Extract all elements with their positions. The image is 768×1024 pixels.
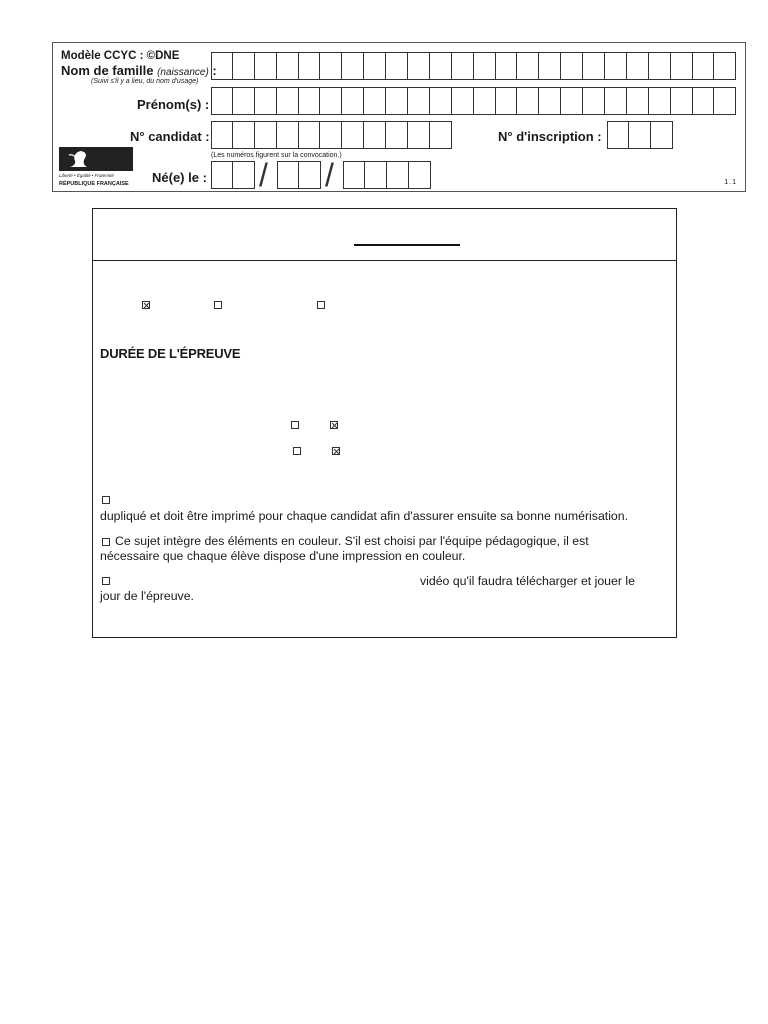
paragraph-line: jour de l'épreuve. bbox=[100, 589, 194, 603]
character-box[interactable] bbox=[629, 121, 651, 149]
character-box[interactable] bbox=[342, 87, 364, 115]
character-box[interactable] bbox=[671, 52, 693, 80]
character-box[interactable] bbox=[277, 87, 299, 115]
character-box[interactable] bbox=[211, 87, 233, 115]
checkbox[interactable] bbox=[102, 538, 110, 546]
character-box[interactable] bbox=[605, 52, 627, 80]
character-box[interactable] bbox=[408, 52, 430, 80]
title-underline bbox=[354, 244, 460, 246]
character-box[interactable] bbox=[649, 87, 671, 115]
character-box[interactable] bbox=[255, 87, 277, 115]
character-box[interactable] bbox=[409, 161, 431, 189]
character-box[interactable] bbox=[496, 87, 518, 115]
candidate-number-label: N° candidat : bbox=[130, 129, 210, 144]
birth-day-boxes[interactable] bbox=[211, 161, 255, 189]
character-box[interactable] bbox=[627, 87, 649, 115]
character-box[interactable] bbox=[320, 121, 342, 149]
character-box[interactable] bbox=[211, 121, 233, 149]
last-name-colon: : bbox=[208, 63, 217, 78]
checkbox[interactable] bbox=[102, 577, 110, 585]
character-box[interactable] bbox=[386, 87, 408, 115]
character-box[interactable] bbox=[714, 52, 736, 80]
character-box[interactable] bbox=[342, 52, 364, 80]
character-box[interactable] bbox=[320, 87, 342, 115]
character-box[interactable] bbox=[255, 121, 277, 149]
checkbox[interactable] bbox=[330, 421, 338, 429]
character-box[interactable] bbox=[561, 87, 583, 115]
character-box[interactable] bbox=[607, 121, 629, 149]
character-box[interactable] bbox=[386, 52, 408, 80]
exam-info-frame bbox=[92, 208, 677, 638]
character-box[interactable] bbox=[233, 121, 255, 149]
birth-date-label: Né(e) le : bbox=[152, 170, 207, 185]
character-box[interactable] bbox=[408, 87, 430, 115]
character-box[interactable] bbox=[233, 52, 255, 80]
first-name-label: Prénom(s) : bbox=[137, 97, 210, 112]
marianne-logo-icon bbox=[59, 147, 133, 171]
birth-month-boxes[interactable] bbox=[277, 161, 321, 189]
character-box[interactable] bbox=[627, 52, 649, 80]
character-box[interactable] bbox=[299, 161, 321, 189]
character-box[interactable] bbox=[364, 121, 386, 149]
last-name-label bbox=[61, 63, 217, 78]
character-box[interactable] bbox=[583, 52, 605, 80]
character-box[interactable] bbox=[539, 52, 561, 80]
checkbox[interactable] bbox=[332, 447, 340, 455]
character-box[interactable] bbox=[233, 161, 255, 189]
checkbox[interactable] bbox=[142, 301, 150, 309]
character-box[interactable] bbox=[277, 121, 299, 149]
checkbox[interactable] bbox=[214, 301, 222, 309]
paragraph-line: nécessaire que chaque élève dispose d'une impression en couleur. bbox=[100, 549, 466, 563]
logo-motto: Liberté • Égalité • Fraternité bbox=[59, 173, 114, 178]
character-box[interactable] bbox=[561, 52, 583, 80]
candidate-header bbox=[52, 42, 746, 192]
character-box[interactable] bbox=[605, 87, 627, 115]
character-box[interactable] bbox=[343, 161, 365, 189]
character-box[interactable] bbox=[408, 121, 430, 149]
character-box[interactable] bbox=[693, 52, 715, 80]
character-box[interactable] bbox=[387, 161, 409, 189]
character-box[interactable] bbox=[208, 52, 233, 80]
character-box[interactable] bbox=[233, 87, 255, 115]
checkbox[interactable] bbox=[293, 447, 301, 455]
character-box[interactable] bbox=[299, 121, 321, 149]
character-box[interactable] bbox=[474, 87, 496, 115]
convocation-note: (Les numéros figurent sur la convocation.) bbox=[211, 152, 342, 159]
logo-name: RÉPUBLIQUE FRANÇAISE bbox=[59, 181, 129, 187]
character-box[interactable] bbox=[364, 87, 386, 115]
character-box[interactable] bbox=[496, 52, 518, 80]
character-box[interactable] bbox=[517, 52, 539, 80]
duration-heading: DURÉE DE L'ÉPREUVE bbox=[100, 346, 241, 361]
character-box[interactable] bbox=[651, 121, 673, 149]
registration-number-boxes[interactable] bbox=[607, 121, 673, 149]
character-box[interactable] bbox=[693, 87, 715, 115]
paragraph-line: vidéo qu'il faudra télécharger et jouer le bbox=[420, 574, 635, 588]
character-box[interactable] bbox=[320, 52, 342, 80]
first-name-boxes[interactable] bbox=[211, 87, 736, 115]
last-name-boxes[interactable] bbox=[208, 52, 736, 80]
model-label: Modèle CCYC : ©DNE bbox=[61, 50, 180, 62]
registration-number-label: N° d'inscription : bbox=[498, 129, 602, 144]
paragraph-line: dupliqué et doit être imprimé pour chaque candidat afin d'assurer ensuite sa bonne numérisation. bbox=[100, 509, 629, 523]
character-box[interactable] bbox=[671, 87, 693, 115]
character-box[interactable] bbox=[517, 87, 539, 115]
character-box[interactable] bbox=[539, 87, 561, 115]
character-box[interactable] bbox=[364, 52, 386, 80]
date-separator: / bbox=[259, 157, 268, 193]
character-box[interactable] bbox=[277, 52, 299, 80]
character-box[interactable] bbox=[452, 87, 474, 115]
last-name-sub: (naissance) bbox=[157, 67, 209, 78]
republique-francaise-logo bbox=[57, 147, 135, 191]
birth-year-boxes[interactable] bbox=[343, 161, 431, 189]
character-box[interactable] bbox=[342, 121, 364, 149]
character-box[interactable] bbox=[299, 52, 321, 80]
checkbox[interactable] bbox=[317, 301, 325, 309]
version-label: 1.1 bbox=[724, 179, 737, 186]
checkbox[interactable] bbox=[102, 496, 110, 504]
character-box[interactable] bbox=[430, 87, 452, 115]
character-box[interactable] bbox=[277, 161, 299, 189]
candidate-number-boxes[interactable] bbox=[211, 121, 452, 149]
checkbox[interactable] bbox=[291, 421, 299, 429]
character-box[interactable] bbox=[430, 121, 452, 149]
character-box[interactable] bbox=[211, 161, 233, 189]
character-box[interactable] bbox=[365, 161, 387, 189]
character-box[interactable] bbox=[714, 87, 736, 115]
character-box[interactable] bbox=[299, 87, 321, 115]
character-box[interactable] bbox=[474, 52, 496, 80]
character-box[interactable] bbox=[649, 52, 671, 80]
character-box[interactable] bbox=[386, 121, 408, 149]
character-box[interactable] bbox=[452, 52, 474, 80]
character-box[interactable] bbox=[255, 52, 277, 80]
date-separator: / bbox=[325, 157, 334, 193]
character-box[interactable] bbox=[583, 87, 605, 115]
character-box[interactable] bbox=[430, 52, 452, 80]
frame-separator bbox=[93, 260, 676, 261]
last-name-note: (Suivi s'il y a lieu, du nom d'usage) bbox=[91, 78, 199, 85]
last-name-label-text: Nom de famille bbox=[61, 63, 154, 78]
paragraph-line: Ce sujet intègre des éléments en couleur. S'il est choisi par l'équipe pédagogique, il est bbox=[115, 534, 589, 548]
